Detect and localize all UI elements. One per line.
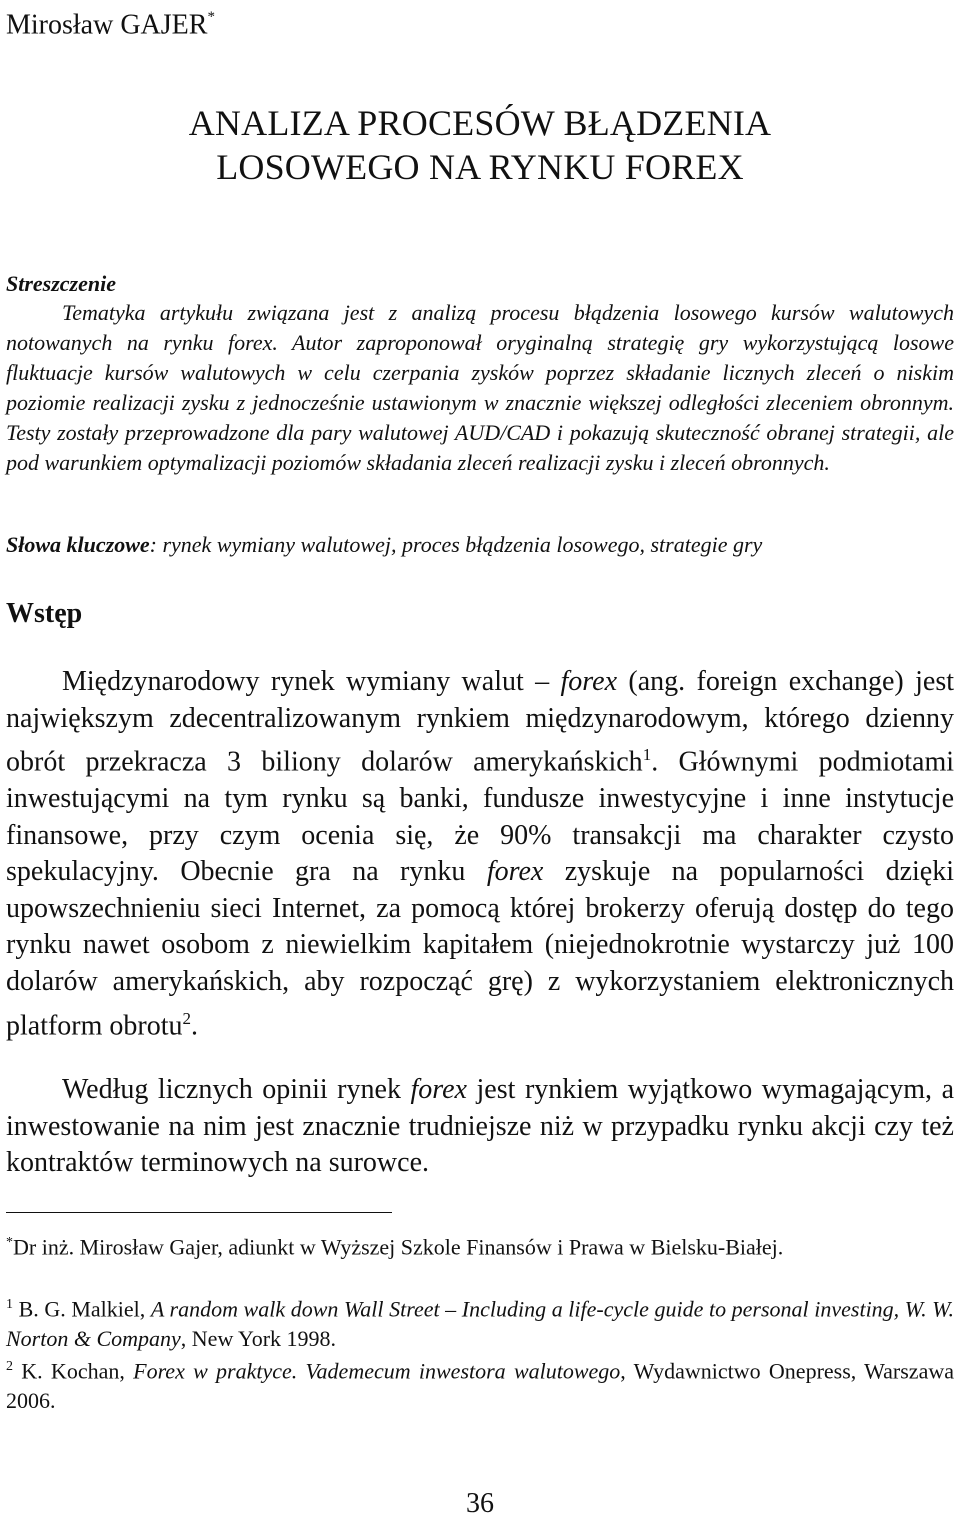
footnote-2 (6, 1352, 954, 1416)
author-footnote-mark: * (207, 9, 215, 25)
fn1-title: A random walk down Wall Street – Including a life-cycle guide to personal investing, W. W. Norton & Company (6, 1296, 954, 1352)
fn1-text-c: , New York 1998. (180, 1326, 337, 1352)
p1-text-f: zyskuje na popularności dzięki upowszechnieniu sieci Internet, za pomocą której brokerzy oferują dostęp do tego rynku nawet osobom z niewielkim kapitałem (niejednokrotnie wystarczy już 100 dolarów amerykańskich, aby rozpocząć grę) z wykorzystaniem elektronicznych platform obrotu (6, 856, 954, 1041)
footnote-mark-2: 2 (6, 1359, 13, 1374)
footnote-ref-2: 2 (182, 1008, 192, 1028)
p1-forex-1: forex (560, 666, 618, 697)
page-number: 36 (466, 1488, 494, 1519)
section-heading: Wstęp (6, 598, 83, 629)
footnote-1 (6, 1290, 954, 1354)
footnote-separator (6, 1212, 392, 1213)
keywords-list: : rynek wymiany walutowej, proces błądzenia losowego, strategie gry (149, 532, 763, 557)
p2-forex: forex (410, 1074, 467, 1105)
abstract-text (6, 298, 954, 478)
abstract-heading: Streszczenie (6, 271, 116, 296)
p1-text-c: (ang. foreign exchange) jest największym zdecentralizowanym rynkiem międzynarodowym, którego dzienny obrót przekracza 3 biliony dolarów amerykańskich (6, 666, 955, 778)
body-paragraph-2 (6, 1072, 954, 1182)
p1-text-a: Międzynarodowy rynek wymiany walut – (62, 666, 561, 697)
body-paragraph-1 (6, 664, 954, 1045)
author-name (6, 2, 215, 42)
p2-text-a: Według licznych opinii rynek (62, 1074, 411, 1105)
p1-text-d: . Głównymi podmiotami inwestującymi na tym rynku są banki, fundusze inwestycyjne i inne instytucje finansowe, przy czym ocenia się, że 90% transakcji ma charakter czysto spekulacyjny. Obecnie gra na rynku (6, 746, 955, 888)
p1-text-g: . (191, 1010, 199, 1041)
fn2-title: Forex w praktyce. Vademecum inwestora walutowego (133, 1358, 621, 1384)
footnote-mark-star: * (6, 1235, 13, 1250)
author-text: Mirosław GAJER (6, 9, 208, 41)
article-title-line-1: ANALIZA PROCESÓW BŁĄDZENIA (188, 103, 772, 143)
fn1-text-a: B. G. Malkiel, (13, 1296, 151, 1322)
fn2-text-a: K. Kochan, (13, 1358, 134, 1384)
footnote-author (6, 1228, 954, 1262)
abstract-body: Tematyka artykułu związana jest z analizą procesu błądzenia losowego kursów walutowych notowanych na rynku forex. Autor zaproponował oryginalną strategię gry wykorzystującą losowe fluktuacje kursów walutowych w celu czerpania zysków poprzez składanie licznych zleceń o niskim poziomie realizacji zysku z jednocześnie ustawionym w znacznie większej odległości zleceniem obronnym. Testy zostały przeprowadzone dla pary walutowej AUD/CAD i pokazują skuteczność obranej strategii, ale pod warunkiem optymalizacji poziomów składania zleceń realizacji zysku i zleceń obronnych. (6, 300, 954, 475)
footnote-mark-1: 1 (6, 1297, 13, 1312)
keywords-label: Słowa kluczowe (6, 532, 150, 557)
p2-text-c: jest rynkiem wyjątkowo wymagającym, a inwestowanie na nim jest znacznie trudniejsze niż w przypadku rynku akcji czy też kontraktów terminowych na surowce. (6, 1074, 954, 1179)
fn2-text-c: , Wydawnictwo Onepress, Warszawa 2006. (6, 1358, 954, 1414)
article-title-line-2: LOSOWEGO NA RYNKU FOREX (216, 147, 744, 187)
p1-forex-2: forex (486, 856, 544, 888)
keywords (6, 530, 954, 560)
footnote-author-text: Dr inż. Mirosław Gajer, adiunkt w Wyższej Szkole Finansów i Prawa w Bielsku-Białej. (13, 1234, 784, 1260)
footnote-ref-1: 1 (642, 745, 652, 765)
